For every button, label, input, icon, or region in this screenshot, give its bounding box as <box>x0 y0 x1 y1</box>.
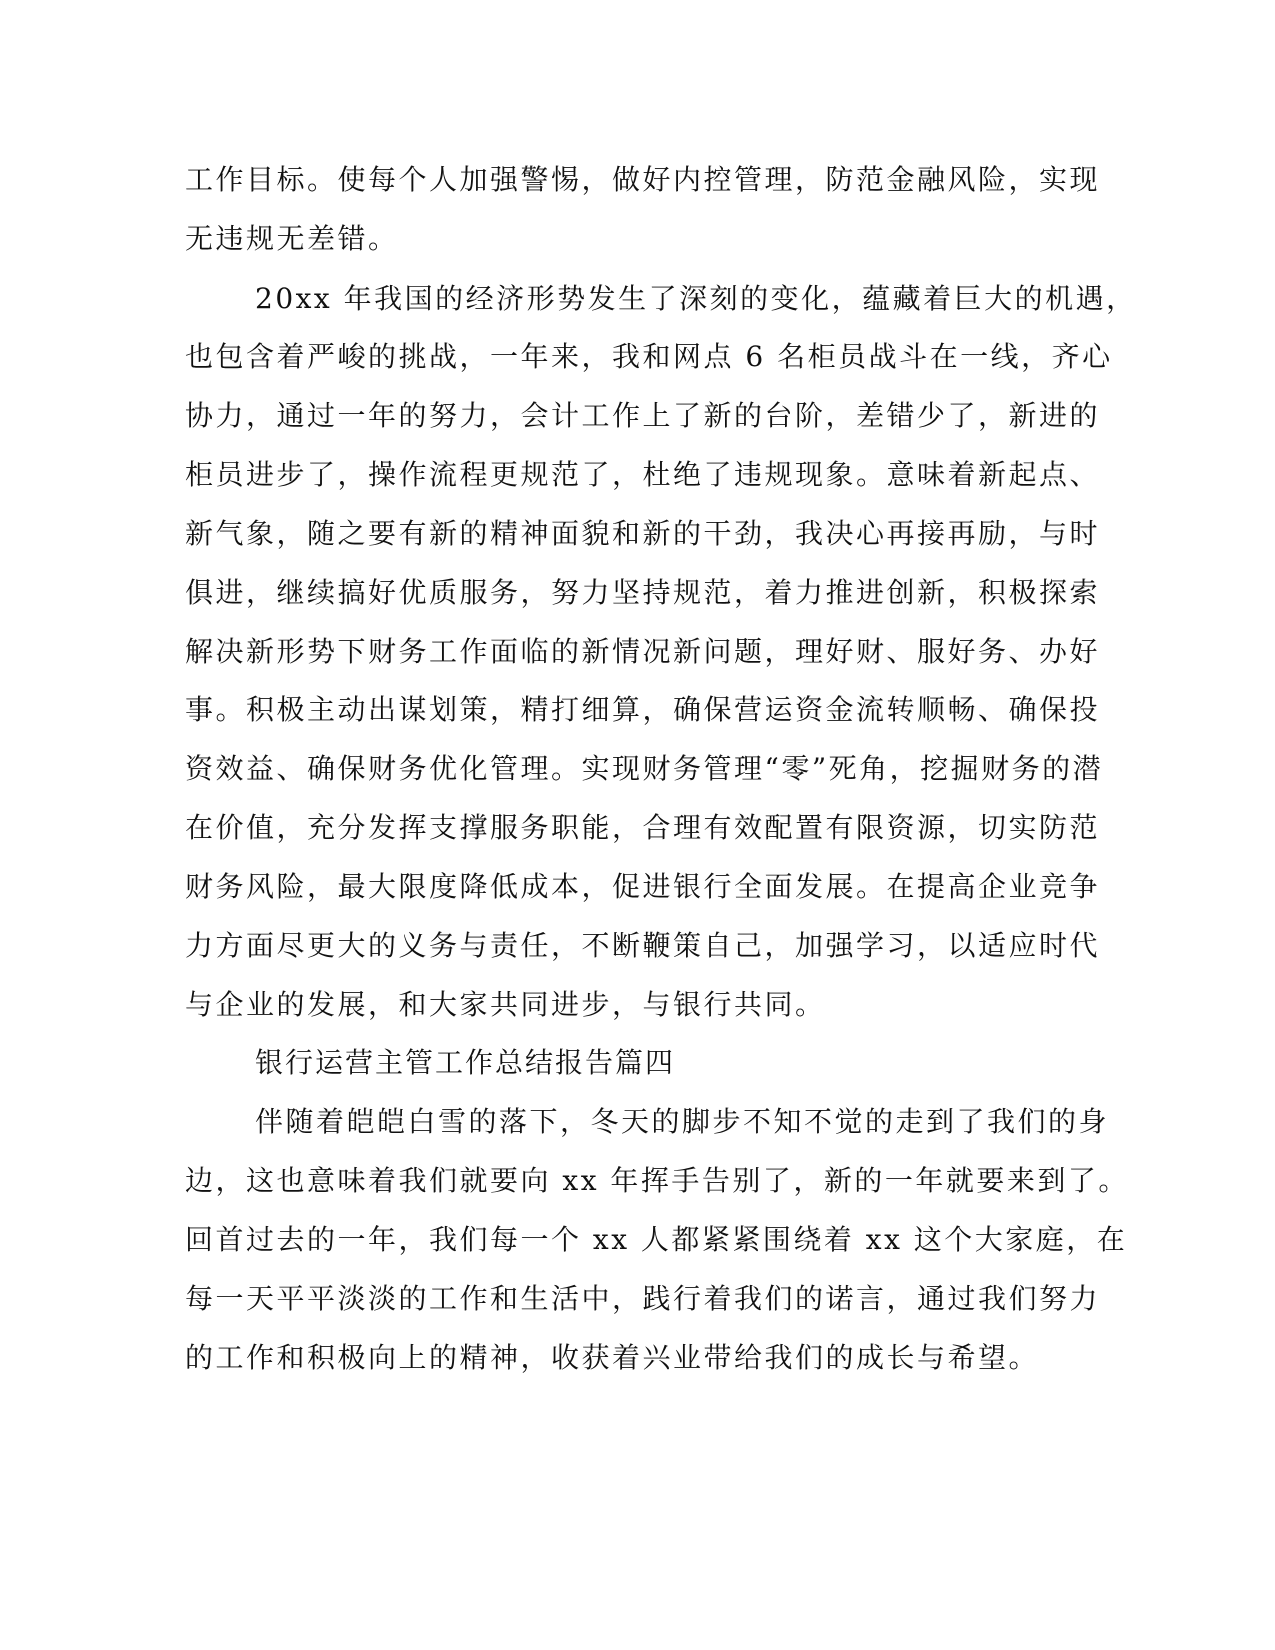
paragraph-line: 财务风险，最大限度降低成本，促进银行全面发展。在提高企业竞争 <box>185 870 1101 903</box>
paragraph-line: 每一天平平淡淡的工作和生活中，践行着我们的诺言，通过我们努力 <box>185 1282 1101 1315</box>
section-heading: 银行运营主管工作总结报告篇四 <box>255 1046 676 1079</box>
paragraph-line: 协力，通过一年的努力，会计工作上了新的台阶，差错少了，新进的 <box>185 399 1101 432</box>
paragraph-line: 边，这也意味着我们就要向 xx 年挥手告别了，新的一年就要来到了。 <box>185 1164 1129 1197</box>
paragraph-line: 伴随着皑皑白雪的落下，冬天的脚步不知不觉的走到了我们的身 <box>255 1105 1110 1138</box>
paragraph-line: 与企业的发展，和大家共同进步，与银行共同。 <box>185 988 826 1021</box>
paragraph-line: 力方面尽更大的义务与责任，不断鞭策自己，加强学习，以适应时代 <box>185 929 1101 962</box>
paragraph-line: 柜员进步了，操作流程更规范了，杜绝了违规现象。意味着新起点、 <box>185 458 1101 491</box>
paragraph-line: 事。积极主动出谋划策，精打细算，确保营运资金流转顺畅、确保投 <box>185 693 1101 726</box>
paragraph-line: 工作目标。使每个人加强警惕，做好内控管理，防范金融风险，实现 <box>185 163 1101 196</box>
paragraph-line: 解决新形势下财务工作面临的新情况新问题，理好财、服好务、办好 <box>185 635 1101 668</box>
paragraph-line: 的工作和积极向上的精神，收获着兴业带给我们的成长与希望。 <box>185 1341 1040 1374</box>
paragraph-line: 也包含着严峻的挑战，一年来，我和网点 6 名柜员战斗在一线，齐心 <box>185 340 1113 373</box>
paragraph-line: 20xx 年我国的经济形势发生了深刻的变化，蕴藏着巨大的机遇， <box>255 282 1137 315</box>
paragraph-line: 资效益、确保财务优化管理。实现财务管理“零”死角，挖掘财务的潜 <box>185 752 1104 785</box>
paragraph-line: 新气象，随之要有新的精神面貌和新的干劲，我决心再接再励，与时 <box>185 517 1101 550</box>
paragraph-line: 在价值，充分发挥支撑服务职能，合理有效配置有限资源，切实防范 <box>185 811 1101 844</box>
paragraph-line: 回首过去的一年，我们每一个 xx 人都紧紧围绕着 xx 这个大家庭，在 <box>185 1223 1128 1256</box>
paragraph-line: 俱进，继续搞好优质服务，努力坚持规范，着力推进创新，积极探索 <box>185 576 1101 609</box>
paragraph-line: 无违规无差错。 <box>185 222 399 255</box>
